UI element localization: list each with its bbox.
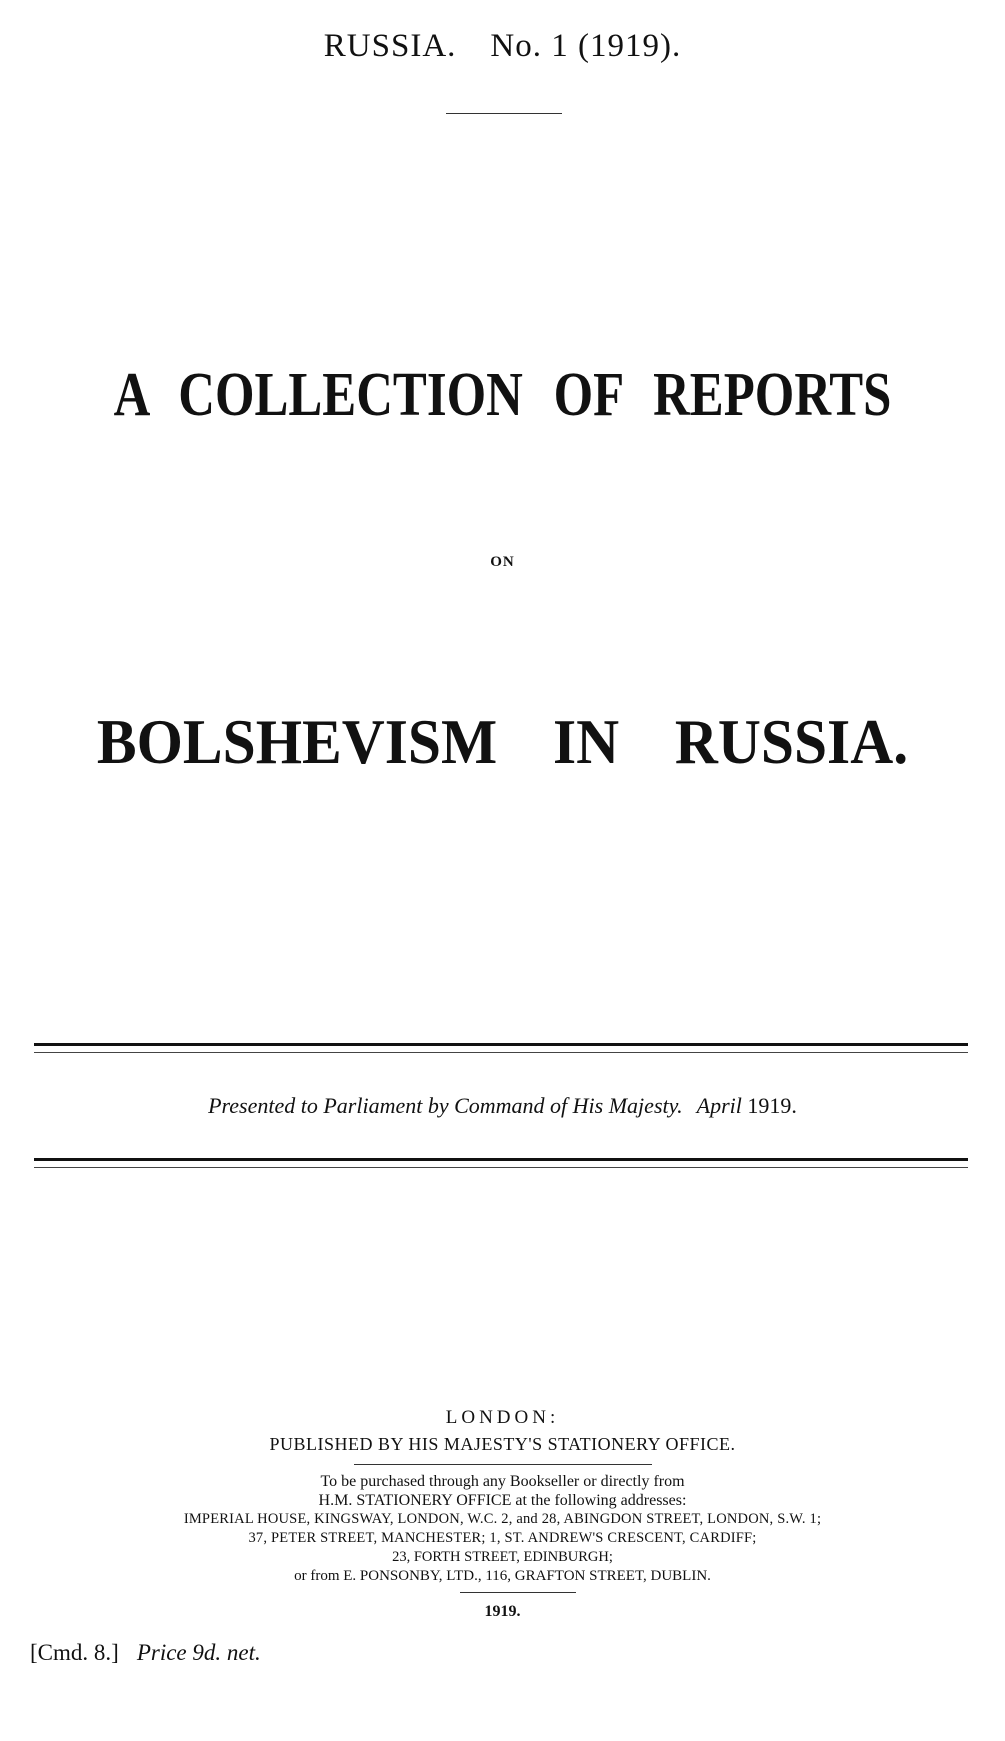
imprint-rule: [354, 1464, 652, 1465]
imprint-publisher: PUBLISHED BY HIS MAJESTY'S STATIONERY OFFICE.: [269, 1434, 736, 1454]
address-london: IMPERIAL HOUSE, KINGSWAY, LONDON, W.C. 2, and 28, ABINGDON STREET, LONDON, S.W. 1;: [183, 1511, 822, 1527]
command-line: [30, 1640, 261, 1666]
year-rule: [460, 1592, 576, 1593]
series-header: [0, 28, 1005, 65]
office-line: H.M. STATIONERY OFFICE at the following addresses:: [318, 1492, 687, 1509]
double-rule-bottom: [34, 1158, 968, 1169]
command-number: [Cmd. 8.]: [30, 1640, 119, 1665]
presentation-year: 1919.: [747, 1093, 797, 1118]
imprint-year: 1919.: [484, 1603, 521, 1620]
address-manchester-cardiff: 37, PETER STREET, MANCHESTER; 1, ST. ANDREW'S CRESCENT, CARDIFF;: [248, 1530, 757, 1546]
double-rule-top: [34, 1043, 968, 1054]
presentation-statement: [0, 1093, 1005, 1119]
presentation-text: Presented to Parliament by Command of His Majesty.: [208, 1093, 683, 1118]
series-name: RUSSIA.: [323, 28, 457, 64]
imprint-city: LONDON:: [445, 1407, 560, 1428]
series-number: No. 1 (1919).: [490, 28, 682, 64]
address-dublin: or from E. PONSONBY, LTD., 116, GRAFTON STREET, DUBLIN.: [294, 1568, 711, 1584]
title-line-1: A COLLECTION OF REPORTS: [113, 361, 892, 429]
address-edinburgh: 23, FORTH STREET, EDINBURGH;: [392, 1549, 613, 1565]
purchase-line: To be purchased through any Bookseller or directly from: [320, 1473, 685, 1490]
presentation-month: April: [696, 1093, 742, 1118]
title-line-2: BOLSHEVISM IN RUSSIA.: [96, 706, 909, 777]
header-rule: [446, 113, 562, 114]
price: Price 9d. net.: [136, 1640, 261, 1665]
title-connector: ON: [490, 554, 515, 570]
